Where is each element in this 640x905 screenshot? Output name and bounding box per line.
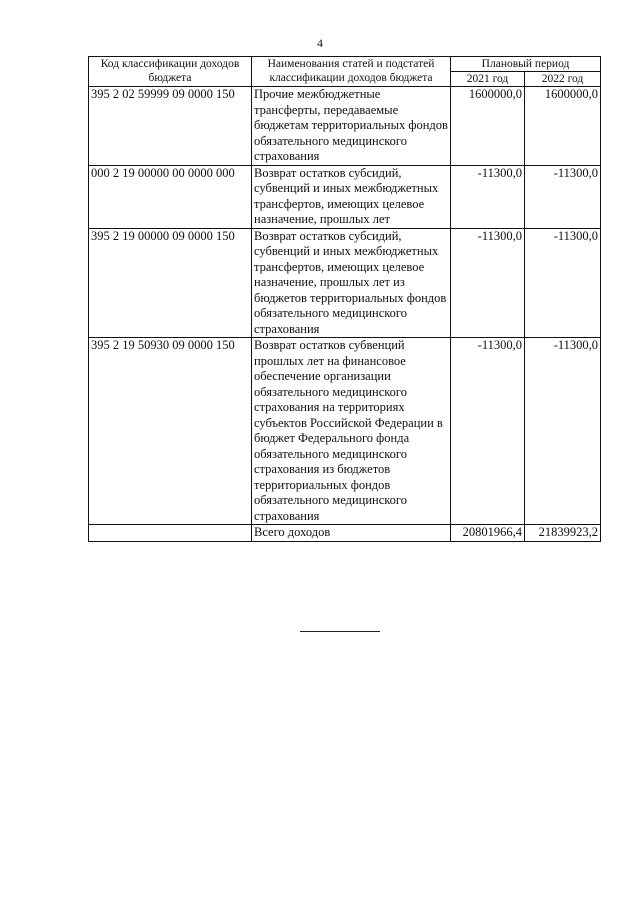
page-number: 4	[317, 36, 323, 50]
budget-revenue-table	[88, 56, 601, 542]
table-row	[89, 228, 601, 338]
row-code: 395 2 02 59999 09 0000 150	[89, 87, 252, 166]
header-code: Код классификации доходов бюджета	[89, 57, 252, 87]
end-separator-line	[300, 631, 380, 632]
row-code: 395 2 19 50930 09 0000 150	[89, 338, 252, 525]
header-name: Наименования статей и подстатей классификации доходов бюджета	[252, 57, 451, 87]
row-value-2022: -11300,0	[525, 165, 601, 228]
table-row	[89, 338, 601, 525]
row-value-2021: 1600000,0	[451, 87, 525, 166]
header-period: Плановый период	[451, 57, 601, 72]
header-year-2021: 2021 год	[451, 72, 525, 87]
row-code: 000 2 19 00000 00 0000 000	[89, 165, 252, 228]
header-year-2022: 2022 год	[525, 72, 601, 87]
total-value-2022: 21839923,2	[525, 525, 601, 542]
row-name: Прочие межбюджетные трансферты, передаваемые бюджетам территориальных фондов обязательного медицинского страхования	[252, 87, 451, 166]
row-value-2022: -11300,0	[525, 228, 601, 338]
row-value-2021: -11300,0	[451, 165, 525, 228]
row-value-2022: 1600000,0	[525, 87, 601, 166]
row-value-2022: -11300,0	[525, 338, 601, 525]
row-value-2021: -11300,0	[451, 338, 525, 525]
total-row	[89, 525, 601, 542]
row-name: Возврат остатков субсидий, субвенций и иных межбюджетных трансфертов, имеющих целевое назначение, прошлых лет	[252, 165, 451, 228]
total-value-2021: 20801966,4	[451, 525, 525, 542]
row-name: Возврат остатков субвенций прошлых лет на финансовое обеспечение организации обязательного медицинского страхования на территориях субъектов Российской Федерации в бюджет Федерального фонда обязательного медицинского страхования из бюджетов территориальных фондов обязательного медицинского страхования	[252, 338, 451, 525]
row-value-2021: -11300,0	[451, 228, 525, 338]
total-code	[89, 525, 252, 542]
total-label: Всего доходов	[252, 525, 451, 542]
table-row	[89, 165, 601, 228]
table-row	[89, 87, 601, 166]
row-code: 395 2 19 00000 09 0000 150	[89, 228, 252, 338]
row-name: Возврат остатков субсидий, субвенций и иных межбюджетных трансфертов, имеющих целевое назначение, прошлых лет из бюджетов территориальных фондов обязательного медицинского страхования	[252, 228, 451, 338]
